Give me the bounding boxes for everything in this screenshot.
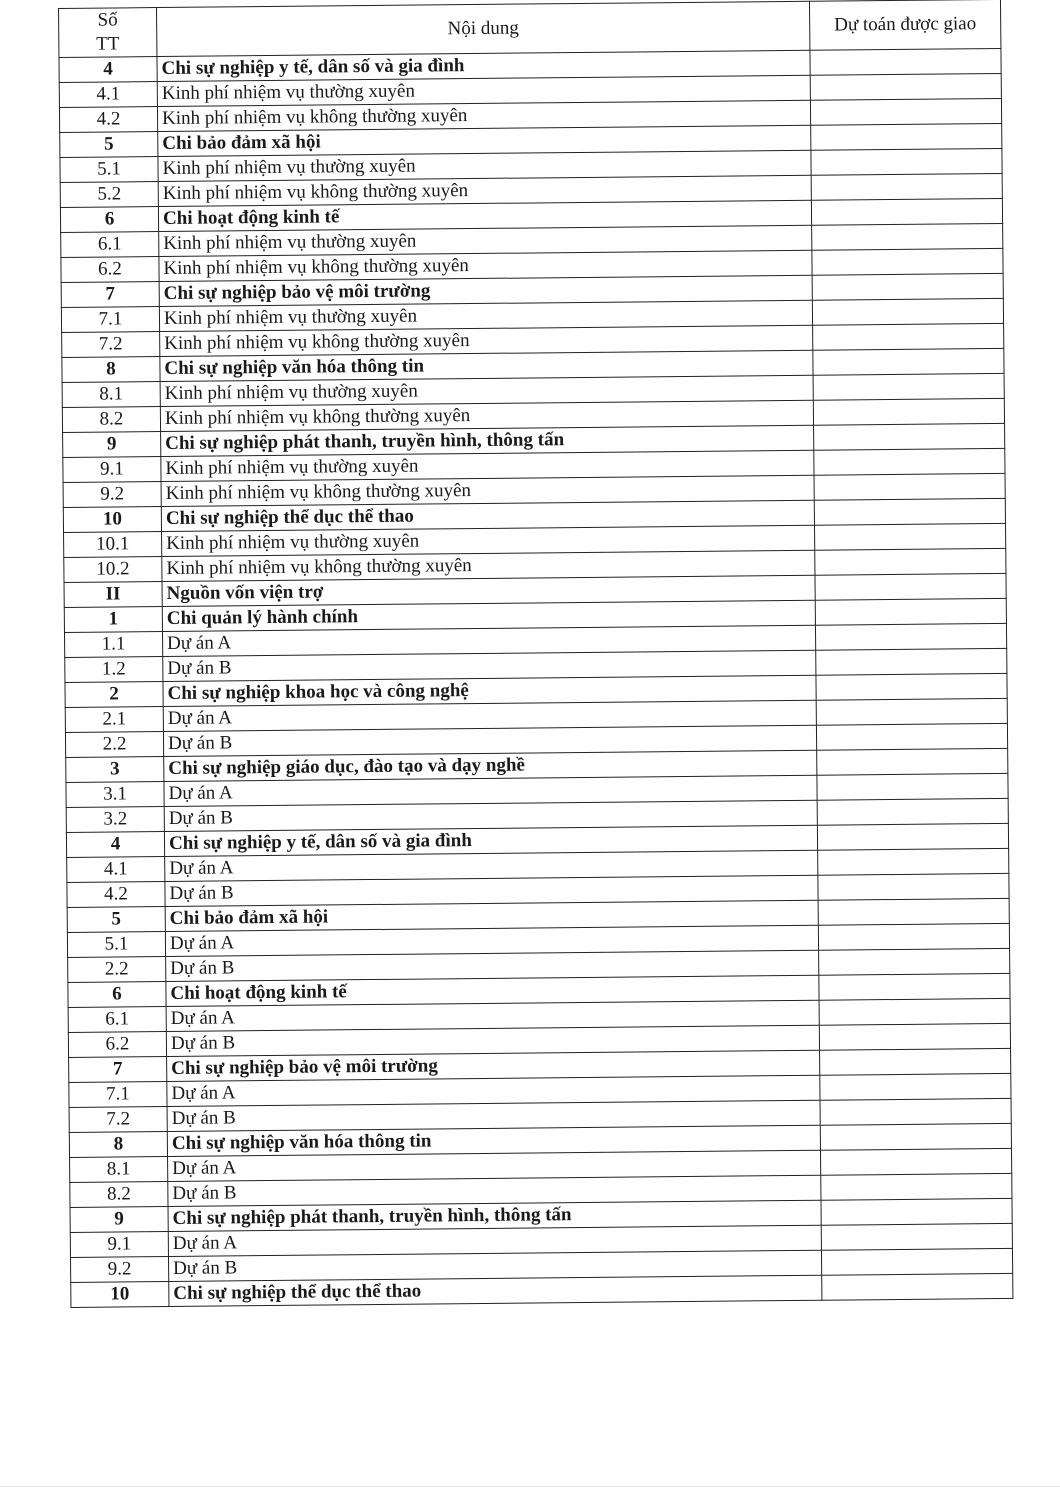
- row-value: [819, 973, 1010, 1000]
- row-content: Kinh phí nhiệm vụ thường xuyên: [159, 300, 812, 331]
- budget-table: [58, 0, 1013, 1308]
- row-content: Dự án A: [164, 775, 817, 806]
- row-content: Chi sự nghiệp bảo vệ môi trường: [159, 275, 812, 306]
- row-number: 10.2: [64, 557, 162, 583]
- row-number: 6.2: [68, 1032, 166, 1058]
- row-value: [814, 423, 1005, 450]
- row-value: [817, 748, 1008, 775]
- row-number: 9.1: [70, 1231, 168, 1257]
- row-value: [817, 823, 1008, 850]
- row-number: 4.2: [67, 882, 165, 908]
- row-number: 7.1: [61, 307, 159, 333]
- row-content: Nguồn vốn viện trợ: [162, 575, 815, 606]
- row-content: Chi sự nghiệp văn hóa thông tin: [167, 1125, 820, 1156]
- row-number: 3: [66, 757, 164, 783]
- row-content: Kinh phí nhiệm vụ không thường xuyên: [161, 475, 814, 506]
- row-value: [816, 698, 1007, 725]
- row-content: Dự án B: [163, 650, 816, 681]
- row-number: 3.2: [66, 807, 164, 833]
- row-value: [813, 373, 1004, 400]
- row-value: [813, 348, 1004, 375]
- row-value: [814, 473, 1005, 500]
- row-value: [813, 323, 1004, 350]
- header-content: Nội dung: [157, 1, 810, 56]
- row-content: Dự án A: [166, 1000, 819, 1031]
- row-content: Kinh phí nhiệm vụ thường xuyên: [157, 75, 810, 106]
- row-content: Chi hoạt động kinh tế: [158, 200, 811, 231]
- row-content: Chi sự nghiệp văn hóa thông tin: [160, 350, 813, 381]
- header-value: Dự toán được giao: [809, 0, 1000, 50]
- row-number: 7: [61, 282, 159, 308]
- row-number: 7.1: [69, 1082, 167, 1108]
- row-content: Dự án B: [164, 800, 817, 831]
- row-content: Dự án B: [167, 1100, 820, 1131]
- row-number: 4.1: [59, 82, 157, 108]
- row-content: Chi sự nghiệp y tế, dân số và gia đình: [164, 825, 817, 856]
- row-content: Kinh phí nhiệm vụ thường xuyên: [162, 525, 815, 556]
- row-value: [818, 873, 1009, 900]
- row-number: 3.1: [66, 782, 164, 808]
- row-number: 6.1: [61, 232, 159, 258]
- row-number: 6: [60, 207, 158, 233]
- row-number: 4.1: [67, 857, 165, 883]
- row-number: 4: [66, 832, 164, 858]
- row-content: Kinh phí nhiệm vụ thường xuyên: [160, 375, 813, 406]
- row-value: [820, 1098, 1011, 1125]
- row-content: Dự án A: [165, 850, 818, 881]
- row-content: Chi sự nghiệp khoa học và công nghệ: [163, 675, 816, 706]
- row-value: [818, 848, 1009, 875]
- row-value: [810, 73, 1001, 100]
- row-content: Chi quản lý hành chính: [162, 600, 815, 631]
- row-value: [815, 573, 1006, 600]
- row-number: 5.1: [60, 157, 158, 183]
- row-content: Chi hoạt động kinh tế: [166, 975, 819, 1006]
- row-content: Chi sự nghiệp thể dục thể thao: [161, 500, 814, 531]
- row-value: [822, 1273, 1013, 1300]
- row-content: Kinh phí nhiệm vụ không thường xuyên: [158, 175, 811, 206]
- row-value: [818, 898, 1009, 925]
- row-value: [821, 1248, 1012, 1275]
- row-value: [812, 248, 1003, 275]
- row-value: [821, 1198, 1012, 1225]
- row-content: Dự án A: [165, 925, 818, 956]
- row-content: Dự án B: [165, 875, 818, 906]
- row-number: 5: [67, 907, 165, 933]
- row-content: Chi sự nghiệp giáo dục, đào tạo và dạy nghề: [164, 750, 817, 781]
- row-value: [812, 298, 1003, 325]
- row-number: 7.2: [62, 332, 160, 358]
- row-content: Dự án B: [168, 1250, 821, 1281]
- row-content: Chi sự nghiệp phát thanh, truyền hình, thông tấn: [161, 425, 814, 456]
- row-content: Dự án A: [162, 625, 815, 656]
- table-body: [59, 48, 1013, 1307]
- row-content: Dự án A: [168, 1150, 821, 1181]
- row-number: II: [64, 582, 162, 608]
- row-content: Kinh phí nhiệm vụ không thường xuyên: [160, 325, 813, 356]
- row-value: [820, 1048, 1011, 1075]
- row-number: 8.1: [70, 1157, 168, 1183]
- page-bottom-rule: [0, 1486, 1060, 1487]
- row-value: [811, 173, 1002, 200]
- row-number: 1: [64, 607, 162, 633]
- row-content: Dự án B: [166, 1025, 819, 1056]
- header-stt-line1: Số: [97, 9, 118, 31]
- row-value: [811, 148, 1002, 175]
- row-content: Kinh phí nhiệm vụ không thường xuyên: [162, 550, 815, 581]
- header-stt: [59, 8, 157, 58]
- row-number: 7.2: [69, 1107, 167, 1133]
- row-number: 1.2: [65, 657, 163, 683]
- row-content: Dự án B: [166, 950, 819, 981]
- row-content: Chi bảo đảm xã hội: [165, 900, 818, 931]
- row-number: 2: [65, 682, 163, 708]
- row-value: [812, 223, 1003, 250]
- row-value: [820, 1148, 1011, 1175]
- row-value: [816, 723, 1007, 750]
- row-number: 5.2: [60, 182, 158, 208]
- row-number: 2.2: [65, 732, 163, 758]
- row-value: [813, 398, 1004, 425]
- row-content: Chi sự nghiệp y tế, dân số và gia đình: [157, 50, 810, 81]
- row-content: Kinh phí nhiệm vụ thường xuyên: [161, 450, 814, 481]
- row-value: [811, 198, 1002, 225]
- row-number: 6.1: [68, 1007, 166, 1033]
- row-number: 9.2: [63, 482, 161, 508]
- row-content: Kinh phí nhiệm vụ không thường xuyên: [159, 250, 812, 281]
- row-value: [819, 998, 1010, 1025]
- row-content: Kinh phí nhiệm vụ không thường xuyên: [157, 100, 810, 131]
- row-content: Kinh phí nhiệm vụ thường xuyên: [159, 225, 812, 256]
- row-number: 10: [63, 507, 161, 533]
- row-number: 4.2: [59, 107, 157, 133]
- row-number: 9.2: [70, 1256, 168, 1282]
- row-value: [817, 773, 1008, 800]
- row-number: 8: [62, 357, 160, 383]
- row-value: [819, 1023, 1010, 1050]
- row-value: [816, 648, 1007, 675]
- row-content: Dự án A: [168, 1225, 821, 1256]
- row-number: 6.2: [61, 257, 159, 283]
- row-value: [815, 598, 1006, 625]
- row-number: 10.1: [64, 532, 162, 558]
- row-value: [820, 1123, 1011, 1150]
- row-value: [815, 523, 1006, 550]
- row-value: [818, 923, 1009, 950]
- row-number: 6: [68, 982, 166, 1008]
- row-number: 9.1: [63, 457, 161, 483]
- row-number: 10: [71, 1281, 169, 1307]
- row-value: [821, 1223, 1012, 1250]
- row-value: [819, 948, 1010, 975]
- row-content: Chi sự nghiệp bảo vệ môi trường: [167, 1050, 820, 1081]
- header-stt-line2: TT: [96, 33, 120, 55]
- row-value: [821, 1173, 1012, 1200]
- row-value: [820, 1073, 1011, 1100]
- row-number: 8.2: [70, 1182, 168, 1208]
- row-value: [810, 98, 1001, 125]
- row-value: [812, 273, 1003, 300]
- row-value: [810, 48, 1001, 75]
- row-number: 7: [69, 1057, 167, 1083]
- row-value: [811, 123, 1002, 150]
- row-value: [816, 673, 1007, 700]
- row-number: 9: [70, 1206, 168, 1232]
- row-content: Chi bảo đảm xã hội: [158, 125, 811, 156]
- row-number: 2.2: [68, 957, 166, 983]
- row-value: [815, 548, 1006, 575]
- row-number: 8: [69, 1132, 167, 1158]
- row-value: [814, 448, 1005, 475]
- row-content: Dự án A: [167, 1075, 820, 1106]
- row-content: Dự án B: [168, 1175, 821, 1206]
- row-content: Dự án B: [163, 725, 816, 756]
- row-number: 2.1: [65, 707, 163, 733]
- row-content: Chi sự nghiệp phát thanh, truyền hình, thông tấn: [168, 1200, 821, 1231]
- row-content: Chi sự nghiệp thể dục thể thao: [169, 1275, 822, 1306]
- row-value: [817, 798, 1008, 825]
- row-number: 8.1: [62, 382, 160, 408]
- row-number: 5: [60, 132, 158, 158]
- row-number: 8.2: [62, 407, 160, 433]
- row-content: Kinh phí nhiệm vụ thường xuyên: [158, 150, 811, 181]
- row-number: 5.1: [67, 932, 165, 958]
- row-number: 9: [63, 432, 161, 458]
- row-value: [815, 623, 1006, 650]
- row-content: Dự án A: [163, 700, 816, 731]
- row-value: [814, 498, 1005, 525]
- row-content: Kinh phí nhiệm vụ không thường xuyên: [160, 400, 813, 431]
- row-number: 4: [59, 57, 157, 83]
- row-number: 1.1: [64, 632, 162, 658]
